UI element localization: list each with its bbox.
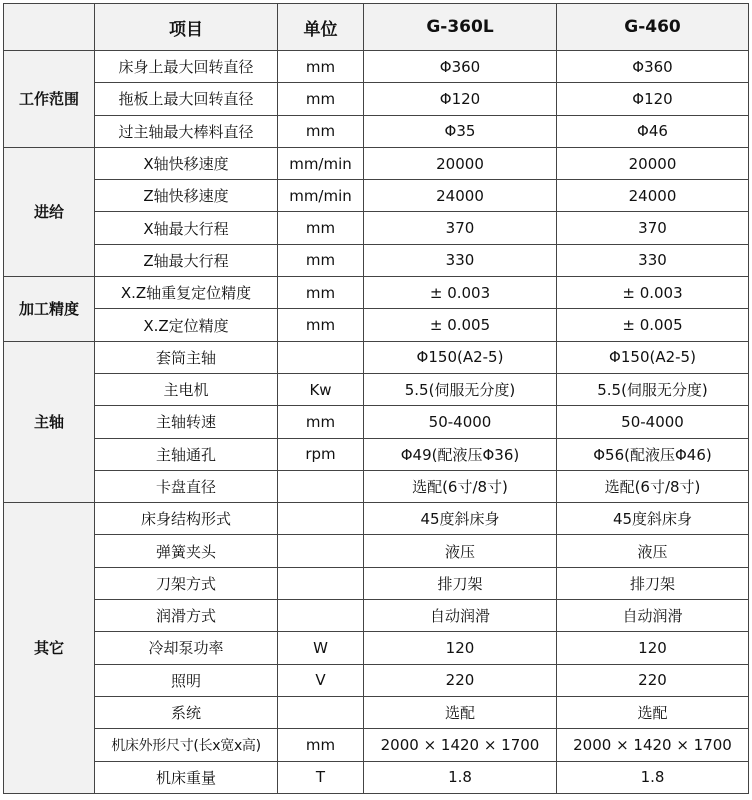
spec-table	[3, 3, 749, 794]
table-row	[4, 51, 749, 83]
unit-cell: mm	[278, 309, 364, 341]
model-b-cell: 120	[557, 632, 749, 664]
model-a-cell: 选配	[364, 696, 557, 728]
model-a-cell: ± 0.005	[364, 309, 557, 341]
model-a-cell: 120	[364, 632, 557, 664]
model-b-cell: 330	[557, 244, 749, 276]
model-b-cell: Φ150(A2-5)	[557, 341, 749, 373]
item-cell: Z轴快移速度	[95, 180, 278, 212]
model-b-cell: 自动润滑	[557, 600, 749, 632]
unit-cell: mm	[278, 212, 364, 244]
model-b-cell: Φ46	[557, 115, 749, 147]
item-cell: 系统	[95, 696, 278, 728]
group-label: 其它	[4, 503, 95, 794]
unit-cell: mm	[278, 51, 364, 83]
unit-cell: mm	[278, 83, 364, 115]
unit-cell	[278, 600, 364, 632]
item-cell: Z轴最大行程	[95, 244, 278, 276]
item-cell: 卡盘直径	[95, 470, 278, 502]
model-a-cell: 24000	[364, 180, 557, 212]
unit-cell: rpm	[278, 438, 364, 470]
table-row	[4, 729, 749, 761]
model-a-cell: 1.8	[364, 761, 557, 793]
table-row	[4, 696, 749, 728]
item-cell: X.Z定位精度	[95, 309, 278, 341]
group-label: 工作范围	[4, 51, 95, 148]
model-b-cell: 选配	[557, 696, 749, 728]
model-a-cell: 选配(6寸/8寸)	[364, 470, 557, 502]
table-row	[4, 83, 749, 115]
model-a-cell: 5.5(伺服无分度)	[364, 373, 557, 405]
model-a-cell: 自动润滑	[364, 600, 557, 632]
unit-cell	[278, 341, 364, 373]
table-row	[4, 147, 749, 179]
item-cell: 冷却泵功率	[95, 632, 278, 664]
unit-cell: mm	[278, 277, 364, 309]
table-row	[4, 632, 749, 664]
item-cell: 套筒主轴	[95, 341, 278, 373]
group-label: 进给	[4, 147, 95, 276]
header-model-b: G-460	[557, 4, 749, 51]
table-row	[4, 761, 749, 793]
unit-cell: mm	[278, 244, 364, 276]
item-cell: 润滑方式	[95, 600, 278, 632]
model-b-cell: Φ120	[557, 83, 749, 115]
table-row	[4, 406, 749, 438]
table-row	[4, 567, 749, 599]
header-item: 项目	[95, 4, 278, 51]
group-label: 加工精度	[4, 277, 95, 342]
table-row	[4, 503, 749, 535]
item-cell: 过主轴最大棒料直径	[95, 115, 278, 147]
unit-cell: mm	[278, 729, 364, 761]
table-row	[4, 438, 749, 470]
table-row	[4, 180, 749, 212]
table-row	[4, 115, 749, 147]
model-a-cell: Φ35	[364, 115, 557, 147]
model-b-cell: 5.5(伺服无分度)	[557, 373, 749, 405]
model-b-cell: 1.8	[557, 761, 749, 793]
unit-cell	[278, 470, 364, 502]
table-row	[4, 341, 749, 373]
table-row	[4, 244, 749, 276]
unit-cell: T	[278, 761, 364, 793]
item-cell: 床身结构形式	[95, 503, 278, 535]
model-a-cell: 370	[364, 212, 557, 244]
model-a-cell: Φ360	[364, 51, 557, 83]
model-a-cell: 液压	[364, 535, 557, 567]
item-cell: 机床外形尺寸(长x宽x高)	[95, 729, 278, 761]
model-a-cell: 45度斜床身	[364, 503, 557, 535]
unit-cell: mm	[278, 406, 364, 438]
model-a-cell: Φ49(配液压Φ36)	[364, 438, 557, 470]
header-unit: 单位	[278, 4, 364, 51]
item-cell: X轴最大行程	[95, 212, 278, 244]
model-b-cell: 20000	[557, 147, 749, 179]
table-row	[4, 309, 749, 341]
item-cell: 主轴转速	[95, 406, 278, 438]
model-a-cell: Φ120	[364, 83, 557, 115]
table-row	[4, 212, 749, 244]
table-row	[4, 664, 749, 696]
item-cell: 机床重量	[95, 761, 278, 793]
model-a-cell: 50-4000	[364, 406, 557, 438]
header-group-cell	[4, 4, 95, 51]
item-cell: 弹簧夹头	[95, 535, 278, 567]
model-b-cell: 排刀架	[557, 567, 749, 599]
item-cell: 主电机	[95, 373, 278, 405]
unit-cell	[278, 696, 364, 728]
unit-cell: mm/min	[278, 180, 364, 212]
item-cell: 主轴通孔	[95, 438, 278, 470]
spec-body	[4, 51, 749, 794]
model-b-cell: 液压	[557, 535, 749, 567]
model-b-cell: 370	[557, 212, 749, 244]
table-row	[4, 373, 749, 405]
model-b-cell: 选配(6寸/8寸)	[557, 470, 749, 502]
model-a-cell: Φ150(A2-5)	[364, 341, 557, 373]
header-model-a: G-360L	[364, 4, 557, 51]
unit-cell	[278, 503, 364, 535]
model-b-cell: 50-4000	[557, 406, 749, 438]
model-a-cell: ± 0.003	[364, 277, 557, 309]
model-b-cell: Φ360	[557, 51, 749, 83]
model-b-cell: 24000	[557, 180, 749, 212]
model-b-cell: 220	[557, 664, 749, 696]
table-row	[4, 600, 749, 632]
table-row	[4, 535, 749, 567]
model-b-cell: 2000 × 1420 × 1700	[557, 729, 749, 761]
unit-cell	[278, 535, 364, 567]
unit-cell: W	[278, 632, 364, 664]
model-a-cell: 2000 × 1420 × 1700	[364, 729, 557, 761]
model-a-cell: 排刀架	[364, 567, 557, 599]
table-row	[4, 277, 749, 309]
item-cell: 刀架方式	[95, 567, 278, 599]
model-b-cell: 45度斜床身	[557, 503, 749, 535]
item-cell: X.Z轴重复定位精度	[95, 277, 278, 309]
group-label: 主轴	[4, 341, 95, 502]
unit-cell	[278, 567, 364, 599]
header-row	[4, 4, 749, 51]
unit-cell: V	[278, 664, 364, 696]
model-b-cell: ± 0.003	[557, 277, 749, 309]
model-a-cell: 330	[364, 244, 557, 276]
model-a-cell: 220	[364, 664, 557, 696]
unit-cell: mm/min	[278, 147, 364, 179]
item-cell: X轴快移速度	[95, 147, 278, 179]
model-b-cell: Φ56(配液压Φ46)	[557, 438, 749, 470]
model-b-cell: ± 0.005	[557, 309, 749, 341]
model-a-cell: 20000	[364, 147, 557, 179]
item-cell: 床身上最大回转直径	[95, 51, 278, 83]
unit-cell: Kw	[278, 373, 364, 405]
table-row	[4, 470, 749, 502]
unit-cell: mm	[278, 115, 364, 147]
item-cell: 拖板上最大回转直径	[95, 83, 278, 115]
item-cell: 照明	[95, 664, 278, 696]
